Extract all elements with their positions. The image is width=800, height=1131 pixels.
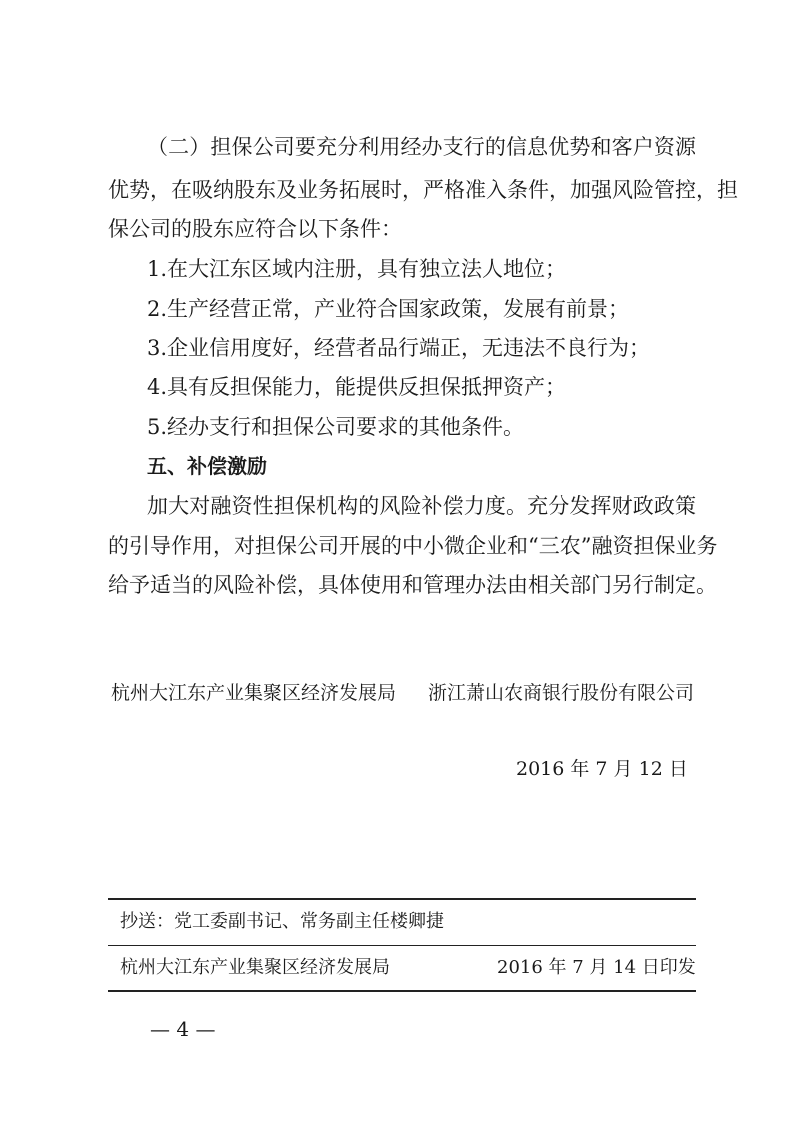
paragraph-line: （二）担保公司要充分利用经办支行的信息优势和客户资源 [147, 135, 696, 159]
page-number: — 4 — [150, 1017, 216, 1041]
condition-item: 4.具有反担保能力，能提供反担保抵押资产； [147, 375, 567, 399]
signature-org-right: 浙江萧山农商银行股份有限公司 [428, 682, 695, 704]
signature-org-left: 杭州大江东产业集聚区经济发展局 [111, 682, 397, 704]
condition-item: 1.在大江东区域内注册，具有独立法人地位； [147, 257, 567, 281]
cc-line: 抄送：党工委副书记、常务副主任楼卿捷 [120, 911, 444, 932]
issuer: 杭州大江东产业集聚区经济发展局 [120, 957, 390, 978]
condition-item: 3.企业信用度好，经营者品行端正，无违法不良行为； [147, 336, 651, 360]
paragraph-line: 给予适当的风险补偿，具体使用和管理办法由相关部门另行制定。 [108, 573, 717, 597]
condition-item: 2.生产经营正常，产业符合国家政策，发展有前景； [147, 297, 630, 321]
footer-rule-middle [108, 945, 696, 946]
signature-date: 2016 年 7 月 12 日 [516, 758, 688, 780]
issue-date: 2016 年 7 月 14 日印发 [497, 957, 696, 978]
section-heading: 五、补偿激励 [147, 454, 267, 478]
paragraph-line: 优势，在吸纳股东及业务拓展时，严格准入条件，加强风险管控，担 [108, 178, 738, 202]
condition-item: 5.经办支行和担保公司要求的其他条件。 [147, 415, 525, 439]
paragraph-line: 的引导作用，对担保公司开展的中小微企业和“三农”融资担保业务 [108, 534, 718, 558]
paragraph-line: 加大对融资性担保机构的风险补偿力度。充分发挥财政政策 [147, 494, 696, 518]
footer-rule-top [108, 898, 696, 900]
paragraph-line: 保公司的股东应符合以下条件： [108, 217, 402, 241]
footer-rule-bottom [108, 990, 696, 992]
